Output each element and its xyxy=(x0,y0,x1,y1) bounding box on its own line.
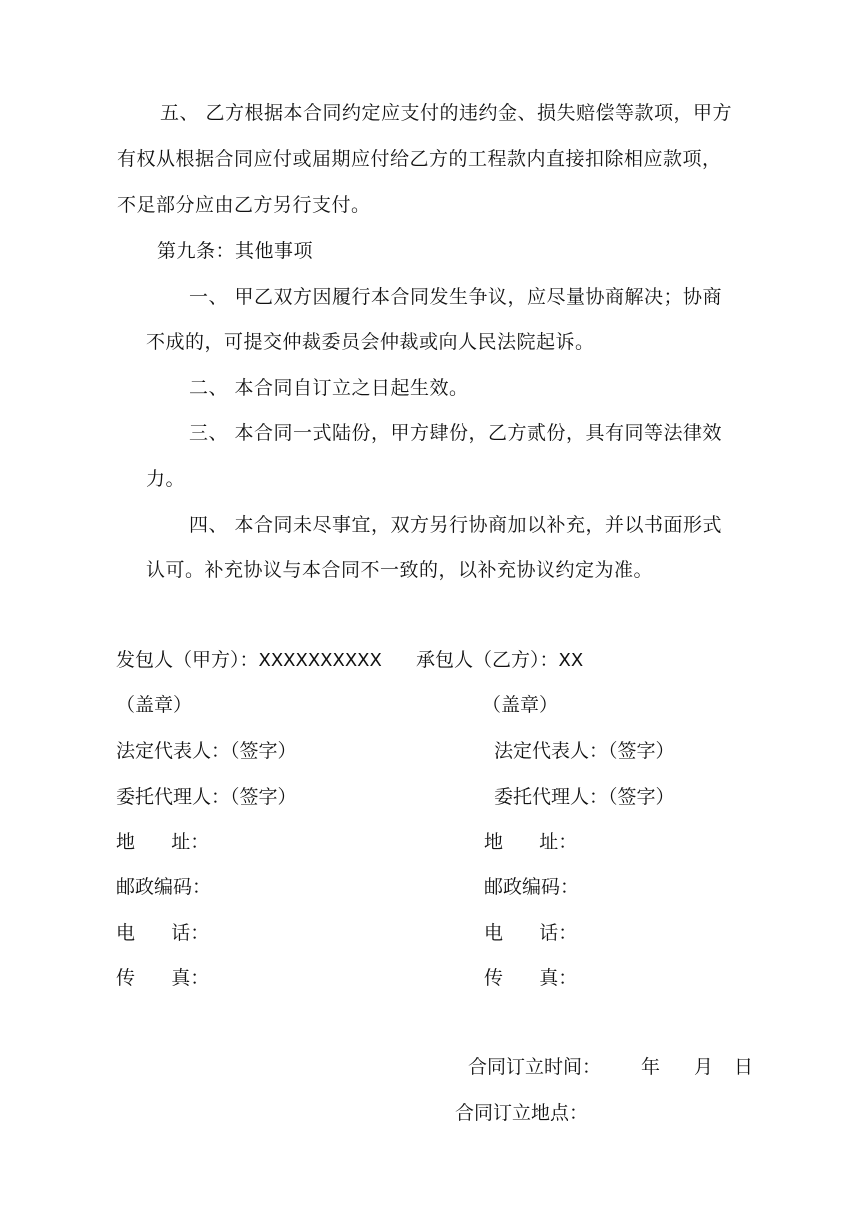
party-b-phone: 电 话： xyxy=(484,922,578,944)
contract-place-label: 合同订立地点： xyxy=(455,1102,589,1124)
party-a-legal-rep: 法定代表人：（签字） xyxy=(116,740,297,762)
party-b-label: 承包人（乙方）： xyxy=(416,649,559,671)
article9-item1-line1: 一、 甲乙双方因履行本合同发生争议，应尽量协商解决；协商 xyxy=(189,286,723,308)
contract-date-label: 合同订立时间： xyxy=(468,1056,602,1078)
party-a-fax: 传 真： xyxy=(116,967,210,989)
party-b-postcode: 邮政编码： xyxy=(484,876,580,898)
party-a-seal: （盖章） xyxy=(116,694,193,716)
party-a-label: 发包人（甲方）： xyxy=(116,649,259,671)
contract-date-month: 月 xyxy=(694,1056,714,1078)
party-a-row xyxy=(116,648,382,673)
article9-item2: 二、 本合同自订立之日起生效。 xyxy=(189,377,469,399)
clause5-line1: 五、 乙方根据本合同约定应支付的违约金、损失赔偿等款项，甲方 xyxy=(160,102,733,124)
contract-date-day: 日 xyxy=(734,1056,754,1078)
party-b-row xyxy=(416,648,583,673)
article9-item3-line1: 三、 本合同一式陆份，甲方肆份，乙方贰份，具有同等法律效 xyxy=(189,422,723,444)
article9-item4-line1: 四、 本合同未尽事宜，双方另行协商加以补充，并以书面形式 xyxy=(189,514,723,536)
party-a-postcode: 邮政编码： xyxy=(116,876,212,898)
party-b-seal: （盖章） xyxy=(482,694,559,716)
party-b-agent: 委托代理人：（签字） xyxy=(494,786,675,808)
article9-heading: 第九条：其他事项 xyxy=(157,240,314,262)
party-b-fax: 传 真： xyxy=(484,967,578,989)
party-a-phone: 电 话： xyxy=(116,922,210,944)
clause5-line3: 不足部分应由乙方另行支付。 xyxy=(117,194,371,216)
clause5-line2: 有权从根据合同应付或届期应付给乙方的工程款内直接扣除相应款项， xyxy=(117,148,722,170)
article9-item3-line2: 力。 xyxy=(146,468,186,490)
article9-item1-line2: 不成的，可提交仲裁委员会仲裁或向人民法院起诉。 xyxy=(146,331,595,353)
party-b-legal-rep: 法定代表人：（签字） xyxy=(494,740,675,762)
party-a-value: XXXXXXXXXX xyxy=(258,650,382,671)
party-b-address: 地 址： xyxy=(484,831,578,853)
contract-date-year: 年 xyxy=(641,1056,661,1078)
party-a-address: 地 址： xyxy=(116,831,210,853)
article9-item4-line2: 认可。补充协议与本合同不一致的，以补充协议约定为准。 xyxy=(146,559,654,581)
party-a-agent: 委托代理人：（签字） xyxy=(116,786,297,808)
party-b-value: XX xyxy=(558,650,584,671)
